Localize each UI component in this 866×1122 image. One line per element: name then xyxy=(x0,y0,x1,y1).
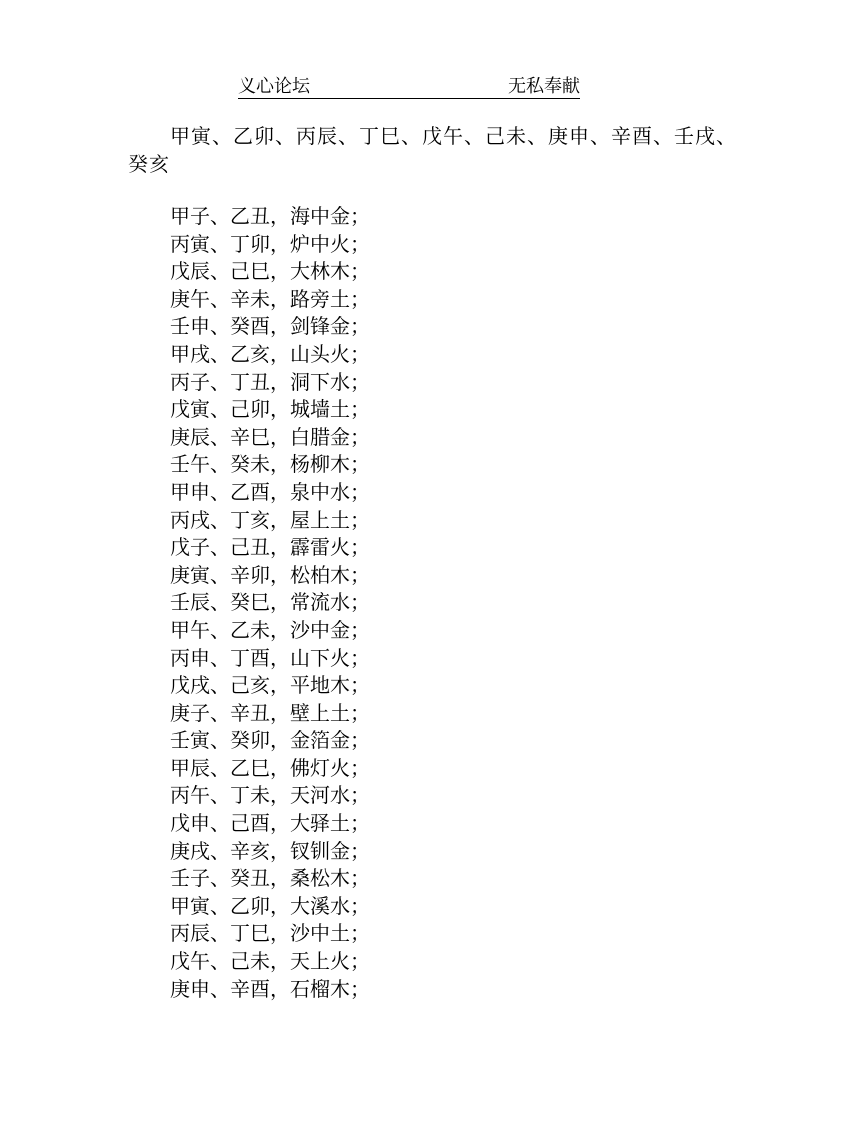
list-item: 戊寅、己卯，城墙土； xyxy=(170,397,370,422)
list-item: 甲寅、乙卯，大溪水； xyxy=(170,893,370,918)
list-item: 壬子、癸丑，桑松木； xyxy=(170,866,370,891)
list-item: 甲子、乙丑，海中金； xyxy=(170,204,370,228)
intro-paragraph: 甲寅、乙卯、丙辰、丁巳、戊午、己未、庚申、辛酉、壬戌、癸亥 xyxy=(128,124,737,176)
list-item: 甲戌、乙亥，山头火； xyxy=(170,341,370,366)
list-item: 戊戌、己亥，平地木； xyxy=(170,673,370,698)
list-item: 庚午、辛未，路旁土； xyxy=(170,286,370,311)
list-item: 甲辰、乙巳，佛灯火； xyxy=(170,755,370,780)
list-item: 丙子、丁丑，洞下水； xyxy=(170,369,370,394)
page-header xyxy=(238,76,580,99)
list-item: 庚戌、辛亥，钗钏金； xyxy=(170,838,370,863)
list-item: 庚子、辛丑，壁上土； xyxy=(170,700,370,725)
list-item: 庚寅、辛卯，松柏木； xyxy=(170,562,370,587)
list-item: 甲申、乙酉，泉中水； xyxy=(170,479,370,504)
list-item: 戊辰、己巳，大林木； xyxy=(170,259,370,284)
list-item: 丙寅、丁卯，炉中火； xyxy=(170,231,370,256)
list-item: 戊子、己丑，霹雷火； xyxy=(170,535,370,560)
header-left-text: 义心论坛 xyxy=(238,76,310,97)
list-item: 壬申、癸酉，剑锋金； xyxy=(170,314,370,339)
list-item: 丙申、丁酉，山下火； xyxy=(170,645,370,670)
list-item: 丙午、丁未，天河水； xyxy=(170,783,370,808)
list-item: 壬辰、癸巳，常流水； xyxy=(170,590,370,615)
list-item: 戊申、己酉，大驿土； xyxy=(170,811,370,836)
list-item: 壬午、癸未，杨柳木； xyxy=(170,452,370,477)
list-item: 丙戌、丁亥，屋上土； xyxy=(170,507,370,532)
nayin-list xyxy=(170,203,370,1003)
list-item: 戊午、己未，天上火； xyxy=(170,949,370,974)
list-item: 庚申、辛酉，石榴木； xyxy=(170,976,370,1001)
list-item: 壬寅、癸卯，金箔金； xyxy=(170,728,370,753)
header-right-text: 无私奉献 xyxy=(508,76,580,97)
list-item: 庚辰、辛巳，白腊金； xyxy=(170,424,370,449)
list-item: 丙辰、丁巳，沙中土； xyxy=(170,921,370,946)
list-item: 甲午、乙未，沙中金； xyxy=(170,617,370,642)
